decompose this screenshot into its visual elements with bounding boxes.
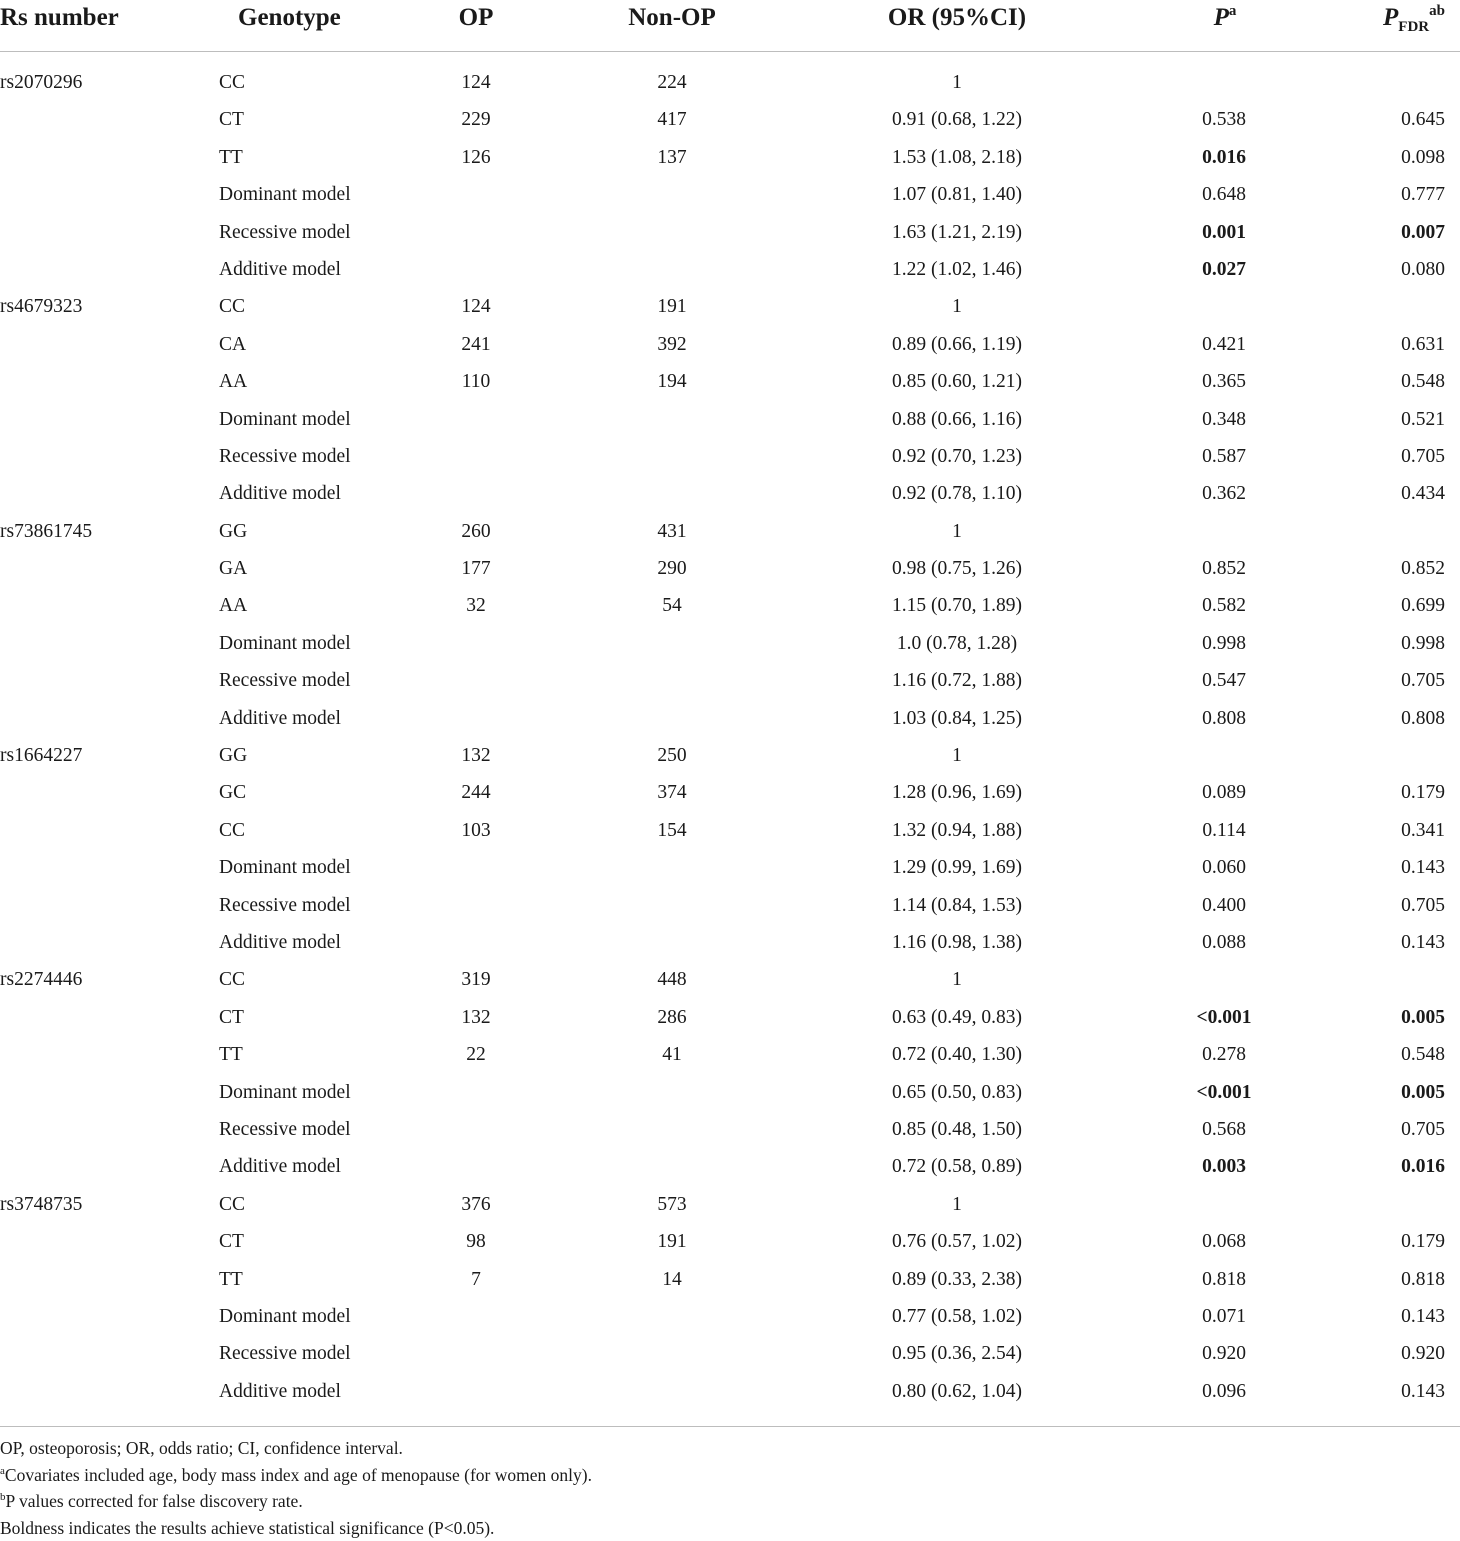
p-fdr-cell: 0.705 [1340,444,1445,470]
or-ci-cell: 1.22 (1.02, 1.46) [857,257,1057,283]
op-count-cell: 124 [426,70,526,96]
footnote-a-mark: a [0,1465,5,1477]
genotype-cell: Dominant model [219,855,351,881]
or-ci-cell: 0.92 (0.78, 1.10) [857,481,1057,507]
table-row [0,588,1460,625]
p-fdr-cell: 0.705 [1340,1117,1445,1143]
p-fdr-cell: 0.705 [1340,668,1445,694]
p-fdr-cell: 0.808 [1340,706,1445,732]
or-ci-cell: 0.77 (0.58, 1.02) [857,1304,1057,1330]
genotype-cell: CC [219,294,245,320]
p-value-cell: 0.362 [1165,481,1283,507]
footnote-b [0,1488,1460,1515]
genotype-cell: TT [219,145,243,171]
op-count-cell: 177 [426,556,526,582]
table-row [0,551,1460,588]
genotype-cell: CA [219,332,246,358]
p-value-cell: 0.547 [1165,668,1283,694]
p-fdr-cell: 0.777 [1340,182,1445,208]
non-op-count-cell: 417 [622,107,722,133]
genotype-cell: CC [219,70,245,96]
or-ci-cell: 0.72 (0.40, 1.30) [857,1042,1057,1068]
p-fdr-cell: 0.920 [1340,1341,1445,1367]
genotype-cell: Recessive model [219,1117,351,1143]
table-row [0,177,1460,214]
or-ci-cell: 1 [857,70,1057,96]
non-op-count-cell: 14 [622,1267,722,1293]
non-op-count-cell: 286 [622,1005,722,1031]
table-row [0,850,1460,887]
rs-number-cell: rs3748735 [0,1192,82,1218]
or-ci-cell: 0.85 (0.48, 1.50) [857,1117,1057,1143]
p-fdr-cell: 0.818 [1340,1267,1445,1293]
table-row [0,738,1460,775]
genotype-cell: Recessive model [219,668,351,694]
p-value-cell: 0.568 [1165,1117,1283,1143]
p-fdr-cell: 0.080 [1340,257,1445,283]
or-ci-cell: 0.89 (0.66, 1.19) [857,332,1057,358]
genotype-cell: GC [219,780,246,806]
header-p [1190,2,1260,34]
genotype-cell: Additive model [219,1154,341,1180]
table-row [0,1000,1460,1037]
p-fdr-cell: 0.143 [1340,855,1445,881]
genotype-cell: Dominant model [219,631,351,657]
p-fdr-cell: 0.143 [1340,930,1445,956]
non-op-count-cell: 374 [622,780,722,806]
or-ci-cell: 1.53 (1.08, 2.18) [857,145,1057,171]
table-row [0,1262,1460,1299]
table-row [0,364,1460,401]
header-genotype: Genotype [238,2,341,34]
or-ci-cell: 0.63 (0.49, 0.83) [857,1005,1057,1031]
table-row [0,289,1460,326]
footnote-a-text: Covariates included age, body mass index and age of menopause (for women only). [5,1465,592,1485]
table-row [0,1112,1460,1149]
or-ci-cell: 1 [857,519,1057,545]
table-row [0,65,1460,102]
footnote-a [0,1462,1460,1489]
rs-number-cell: rs2274446 [0,967,82,993]
p-value-cell: 0.001 [1165,220,1283,246]
table-row [0,252,1460,289]
op-count-cell: 319 [426,967,526,993]
p-value-cell: 0.587 [1165,444,1283,470]
genotype-cell: GA [219,556,247,582]
op-count-cell: 32 [426,593,526,619]
table-row [0,813,1460,850]
p-fdr-cell: 0.548 [1340,369,1445,395]
genotype-cell: CT [219,107,244,133]
p-value-cell: 0.348 [1165,407,1283,433]
op-count-cell: 241 [426,332,526,358]
p-value-cell: 0.421 [1165,332,1283,358]
p-value-cell: 0.852 [1165,556,1283,582]
table-row [0,102,1460,139]
genotype-cell: CT [219,1229,244,1255]
non-op-count-cell: 573 [622,1192,722,1218]
or-ci-cell: 1 [857,743,1057,769]
op-count-cell: 244 [426,780,526,806]
or-ci-cell: 1 [857,294,1057,320]
header-rs-number: Rs number [0,2,119,34]
or-ci-cell: 0.91 (0.68, 1.22) [857,107,1057,133]
p-value-cell: 0.538 [1165,107,1283,133]
or-ci-cell: 1.16 (0.72, 1.88) [857,668,1057,694]
genotype-cell: Additive model [219,930,341,956]
table-row [0,514,1460,551]
genotype-cell: TT [219,1042,243,1068]
table-row [0,701,1460,738]
p-fdr-cell: 0.548 [1340,1042,1445,1068]
or-ci-cell: 0.85 (0.60, 1.21) [857,369,1057,395]
non-op-count-cell: 448 [622,967,722,993]
genotype-cell: TT [219,1267,243,1293]
p-fdr-cell: 0.005 [1340,1005,1445,1031]
op-count-cell: 132 [426,743,526,769]
p-value-cell: 0.016 [1165,145,1283,171]
p-value-cell: 0.068 [1165,1229,1283,1255]
table-row [0,1299,1460,1336]
p-fdr-cell: 0.699 [1340,593,1445,619]
header-rule [0,51,1460,52]
table-header [0,0,1460,50]
p-value-cell: <0.001 [1165,1005,1283,1031]
genotype-cell: AA [219,593,247,619]
rs-number-cell: rs4679323 [0,294,82,320]
non-op-count-cell: 194 [622,369,722,395]
genotype-cell: Dominant model [219,407,351,433]
p-fdr-cell: 0.521 [1340,407,1445,433]
genotype-cell: Additive model [219,1379,341,1405]
p-fdr-cell: 0.434 [1340,481,1445,507]
op-count-cell: 22 [426,1042,526,1068]
header-op: OP [426,2,526,34]
p-value-cell: 0.003 [1165,1154,1283,1180]
p-value-cell: 0.089 [1165,780,1283,806]
p-value-cell: 0.027 [1165,257,1283,283]
table-row [0,1149,1460,1186]
p-fdr-cell: 0.852 [1340,556,1445,582]
table-row [0,1224,1460,1261]
table-row [0,327,1460,364]
p-fdr-cell: 0.143 [1340,1379,1445,1405]
p-fdr-cell: 0.179 [1340,1229,1445,1255]
genotype-cell: CC [219,818,245,844]
or-ci-cell: 0.76 (0.57, 1.02) [857,1229,1057,1255]
p-value-cell: 0.071 [1165,1304,1283,1330]
genotype-cell: AA [219,369,247,395]
table-row [0,215,1460,252]
genotype-cell: Dominant model [219,1080,351,1106]
p-value-cell: 0.088 [1165,930,1283,956]
header-non-op: Non-OP [602,2,742,34]
genotype-cell: CC [219,1192,245,1218]
p-fdr-cell: 0.998 [1340,631,1445,657]
p-value-cell: 0.998 [1165,631,1283,657]
table-row [0,626,1460,663]
or-ci-cell: 0.72 (0.58, 0.89) [857,1154,1057,1180]
op-count-cell: 260 [426,519,526,545]
or-ci-cell: 1.29 (0.99, 1.69) [857,855,1057,881]
p-fdr-cell: 0.016 [1340,1154,1445,1180]
genotype-cell: Dominant model [219,1304,351,1330]
op-count-cell: 229 [426,107,526,133]
op-count-cell: 110 [426,369,526,395]
or-ci-cell: 1 [857,1192,1057,1218]
table-row [0,1075,1460,1112]
p-fdr-cell: 0.645 [1340,107,1445,133]
genotype-cell: Dominant model [219,182,351,208]
p-fdr-cell: 0.631 [1340,332,1445,358]
table-body [0,65,1460,1411]
p-value-cell: 0.278 [1165,1042,1283,1068]
footnote-abbreviations: OP, osteoporosis; OR, odds ratio; CI, confidence interval. [0,1435,1460,1462]
or-ci-cell: 0.98 (0.75, 1.26) [857,556,1057,582]
bottom-rule [0,1426,1460,1427]
header-p-sup: a [1229,3,1237,19]
p-fdr-cell: 0.341 [1340,818,1445,844]
non-op-count-cell: 137 [622,145,722,171]
header-or-ci: OR (95%CI) [857,2,1057,34]
footnote-b-text: P values corrected for false discovery rate. [6,1491,303,1511]
op-count-cell: 103 [426,818,526,844]
header-pfdr-sub: FDR [1398,19,1429,35]
or-ci-cell: 0.80 (0.62, 1.04) [857,1379,1057,1405]
op-count-cell: 132 [426,1005,526,1031]
table-row [0,476,1460,513]
or-ci-cell: 0.88 (0.66, 1.16) [857,407,1057,433]
table-row [0,1336,1460,1373]
or-ci-cell: 1.14 (0.84, 1.53) [857,893,1057,919]
genotype-cell: CC [219,967,245,993]
genotype-cell: GG [219,519,247,545]
p-fdr-cell: 0.005 [1340,1080,1445,1106]
or-ci-cell: 0.95 (0.36, 2.54) [857,1341,1057,1367]
p-value-cell: 0.920 [1165,1341,1283,1367]
non-op-count-cell: 392 [622,332,722,358]
footnote-boldness: Boldness indicates the results achieve statistical significance (P<0.05). [0,1515,1460,1541]
p-value-cell: 0.648 [1165,182,1283,208]
genotype-cell: Additive model [219,706,341,732]
p-fdr-cell: 0.179 [1340,780,1445,806]
or-ci-cell: 1.0 (0.78, 1.28) [857,631,1057,657]
p-value-cell: 0.114 [1165,818,1283,844]
or-ci-cell: 1.32 (0.94, 1.88) [857,818,1057,844]
table-row [0,663,1460,700]
non-op-count-cell: 41 [622,1042,722,1068]
genotype-cell: Recessive model [219,1341,351,1367]
header-p-letter: P [1214,4,1229,31]
or-ci-cell: 1.28 (0.96, 1.69) [857,780,1057,806]
table-row [0,925,1460,962]
op-count-cell: 376 [426,1192,526,1218]
or-ci-cell: 0.92 (0.70, 1.23) [857,444,1057,470]
table-row [0,1187,1460,1224]
op-count-cell: 98 [426,1229,526,1255]
header-pfdr [1383,2,1445,34]
rs-number-cell: rs1664227 [0,743,82,769]
genotype-cell: GG [219,743,247,769]
table-row [0,1037,1460,1074]
p-value-cell: 0.400 [1165,893,1283,919]
op-count-cell: 124 [426,294,526,320]
table-row [0,775,1460,812]
or-ci-cell: 1.03 (0.84, 1.25) [857,706,1057,732]
table-row [0,140,1460,177]
table-row [0,402,1460,439]
footnotes [0,1435,1460,1541]
rs-number-cell: rs73861745 [0,519,92,545]
non-op-count-cell: 431 [622,519,722,545]
non-op-count-cell: 290 [622,556,722,582]
p-fdr-cell: 0.007 [1340,220,1445,246]
table-row [0,1374,1460,1411]
p-fdr-cell: 0.098 [1340,145,1445,171]
p-value-cell: 0.096 [1165,1379,1283,1405]
genotype-cell: CT [219,1005,244,1031]
p-value-cell: 0.808 [1165,706,1283,732]
op-count-cell: 7 [426,1267,526,1293]
non-op-count-cell: 250 [622,743,722,769]
genotype-cell: Recessive model [219,444,351,470]
footnote-b-mark: b [0,1491,6,1503]
op-count-cell: 126 [426,145,526,171]
table-row [0,962,1460,999]
non-op-count-cell: 224 [622,70,722,96]
p-value-cell: 0.582 [1165,593,1283,619]
non-op-count-cell: 54 [622,593,722,619]
genotype-cell: Additive model [219,257,341,283]
rs-number-cell: rs2070296 [0,70,82,96]
table-row [0,439,1460,476]
p-value-cell: 0.060 [1165,855,1283,881]
header-pfdr-sup: ab [1429,3,1445,19]
genotype-cell: Additive model [219,481,341,507]
or-ci-cell: 1.07 (0.81, 1.40) [857,182,1057,208]
p-fdr-cell: 0.705 [1340,893,1445,919]
or-ci-cell: 0.65 (0.50, 0.83) [857,1080,1057,1106]
or-ci-cell: 1 [857,967,1057,993]
or-ci-cell: 1.63 (1.21, 2.19) [857,220,1057,246]
p-value-cell: <0.001 [1165,1080,1283,1106]
p-fdr-cell: 0.143 [1340,1304,1445,1330]
non-op-count-cell: 191 [622,1229,722,1255]
p-value-cell: 0.365 [1165,369,1283,395]
header-pfdr-letter: P [1383,4,1398,31]
genotype-cell: Recessive model [219,220,351,246]
non-op-count-cell: 191 [622,294,722,320]
or-ci-cell: 1.15 (0.70, 1.89) [857,593,1057,619]
or-ci-cell: 1.16 (0.98, 1.38) [857,930,1057,956]
or-ci-cell: 0.89 (0.33, 2.38) [857,1267,1057,1293]
non-op-count-cell: 154 [622,818,722,844]
genotype-cell: Recessive model [219,893,351,919]
p-value-cell: 0.818 [1165,1267,1283,1293]
table-row [0,888,1460,925]
